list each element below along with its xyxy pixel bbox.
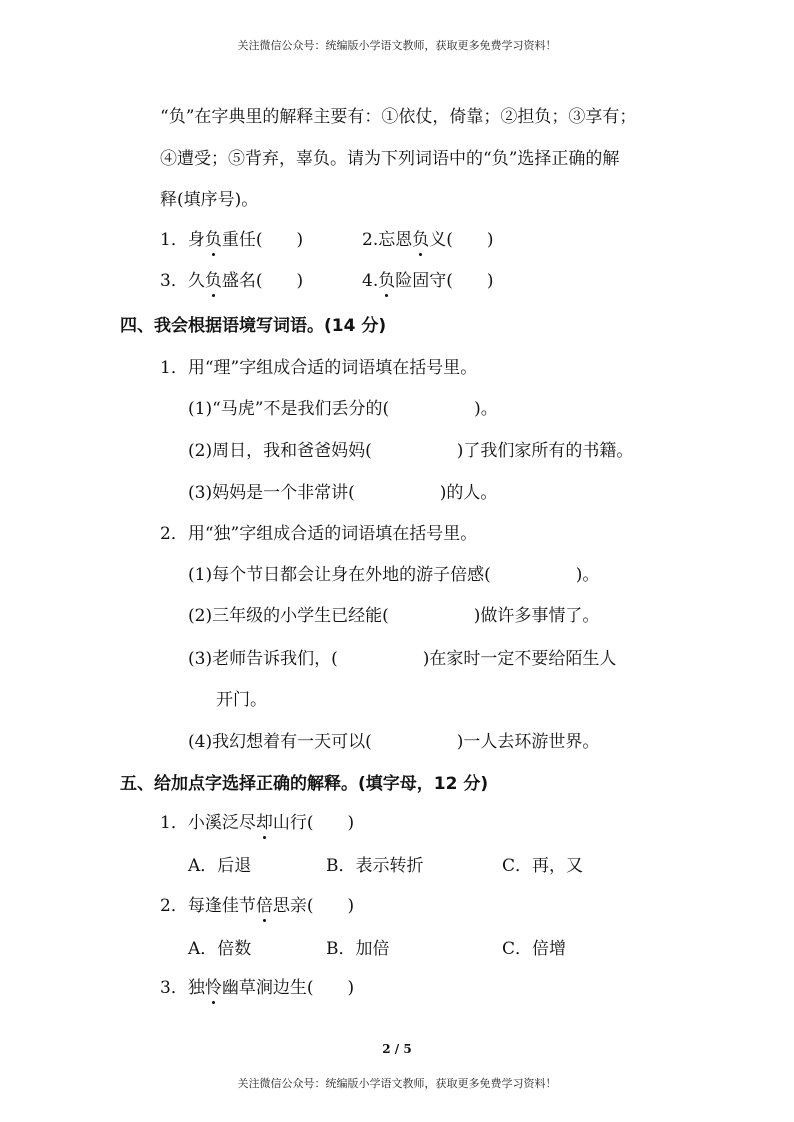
item-text: 盛名 xyxy=(221,271,256,291)
answer-blank[interactable]: ( ) xyxy=(446,271,494,291)
option-b: B．表示转折 xyxy=(326,856,424,876)
option-a: A．倍数 xyxy=(188,939,252,959)
item-text: 每逢佳节 xyxy=(187,896,256,916)
dotted-char: 倍 xyxy=(255,896,273,916)
fu-item-2 xyxy=(362,228,494,252)
section-5-q1 xyxy=(160,811,354,835)
answer-blank[interactable]: ( ) xyxy=(255,230,304,250)
item-text: 幽草涧边生 xyxy=(221,978,307,998)
item-number: 2． xyxy=(160,896,188,916)
item-text: 身 xyxy=(187,230,205,250)
item-text: 小溪泛尽 xyxy=(187,813,256,833)
intro-line-2: ④遭受；⑤背弃，辜负。请为下列词语中的“负”选择正确的解 xyxy=(160,149,620,169)
dotted-char: 负 xyxy=(378,271,396,291)
item-text: 重任 xyxy=(221,230,256,250)
bottom-banner: 关注微信公众号：统编版小学语文教师，获取更多免费学习资料！ xyxy=(237,1077,557,1090)
section-4-q2-item-3: (3)老师告诉我们，( )在家时一定不要给陌生人 xyxy=(188,649,617,669)
answer-blank[interactable]: ( ) xyxy=(255,271,304,291)
section-4-q2-item-4: (4)我幻想着有一天可以( )一人去环游世界。 xyxy=(188,732,600,752)
section-4-q1-item-1: (1)“马虎”不是我们丢分的( )。 xyxy=(188,399,498,419)
item-number: 3． xyxy=(160,271,188,291)
section-4-q1-item-3: (3)妈妈是一个非常讲( )的人。 xyxy=(188,483,498,503)
dotted-char: 负 xyxy=(204,230,222,250)
answer-blank[interactable]: ( ) xyxy=(306,978,355,998)
section-4-q1-item-2: (2)周日，我和爸爸妈妈( )了我们家所有的书籍。 xyxy=(188,441,634,461)
item-text: 忘恩 xyxy=(378,230,413,250)
answer-blank[interactable]: ( ) xyxy=(446,230,494,250)
section-4-q1: 1．用“理”字组成合适的词语填在括号里。 xyxy=(160,358,478,378)
page-number: 2 / 5 xyxy=(382,1042,412,1056)
intro-line-1: “负”在字典里的解释主要有：①依仗，倚靠；②担负；③享有； xyxy=(160,107,637,127)
section-4-title: 四、我会根据语境写词语。(14 分) xyxy=(120,316,387,336)
item-text: 独 xyxy=(187,978,205,998)
item-number: 4. xyxy=(362,271,379,291)
item-text: 义 xyxy=(429,230,447,250)
section-4-q2: 2．用“独”字组成合适的词语填在括号里。 xyxy=(160,524,478,544)
intro-line-3: 释(填序号)。 xyxy=(160,190,259,210)
dotted-char: 却 xyxy=(255,813,273,833)
option-a: A．后退 xyxy=(188,856,252,876)
option-b: B．加倍 xyxy=(326,939,390,959)
item-text: 险固守 xyxy=(395,271,447,291)
item-number: 1． xyxy=(160,230,188,250)
section-4-q2-item-1: (1)每个节日都会让身在外地的游子倍感( )。 xyxy=(188,565,600,585)
section-4-q2-item-2: (2)三年级的小学生已经能( )做许多事情了。 xyxy=(188,606,600,626)
item-number: 2. xyxy=(362,230,379,250)
dotted-char: 负 xyxy=(204,271,222,291)
top-banner: 关注微信公众号：统编版小学语文教师，获取更多免费学习资料！ xyxy=(237,39,557,52)
answer-blank[interactable]: ( ) xyxy=(306,896,355,916)
item-number: 1． xyxy=(160,813,188,833)
fu-item-4 xyxy=(362,269,494,293)
item-text: 思亲 xyxy=(272,896,307,916)
fu-item-3 xyxy=(160,269,303,293)
fu-item-1 xyxy=(160,228,303,252)
item-text: 山行 xyxy=(272,813,307,833)
section-4-q2-item-3-cont: 开门。 xyxy=(216,690,267,710)
answer-blank[interactable]: ( ) xyxy=(306,813,355,833)
section-5-title: 五、给加点字选择正确的解释。(填字母，12 分) xyxy=(120,774,489,794)
option-c: C．倍增 xyxy=(502,939,567,959)
item-text: 久 xyxy=(187,271,205,291)
dotted-char: 怜 xyxy=(204,978,222,998)
dotted-char: 负 xyxy=(412,230,430,250)
section-5-q3 xyxy=(160,976,354,1000)
section-5-q2 xyxy=(160,894,354,918)
item-number: 3． xyxy=(160,978,188,998)
option-c: C．再，又 xyxy=(502,856,584,876)
